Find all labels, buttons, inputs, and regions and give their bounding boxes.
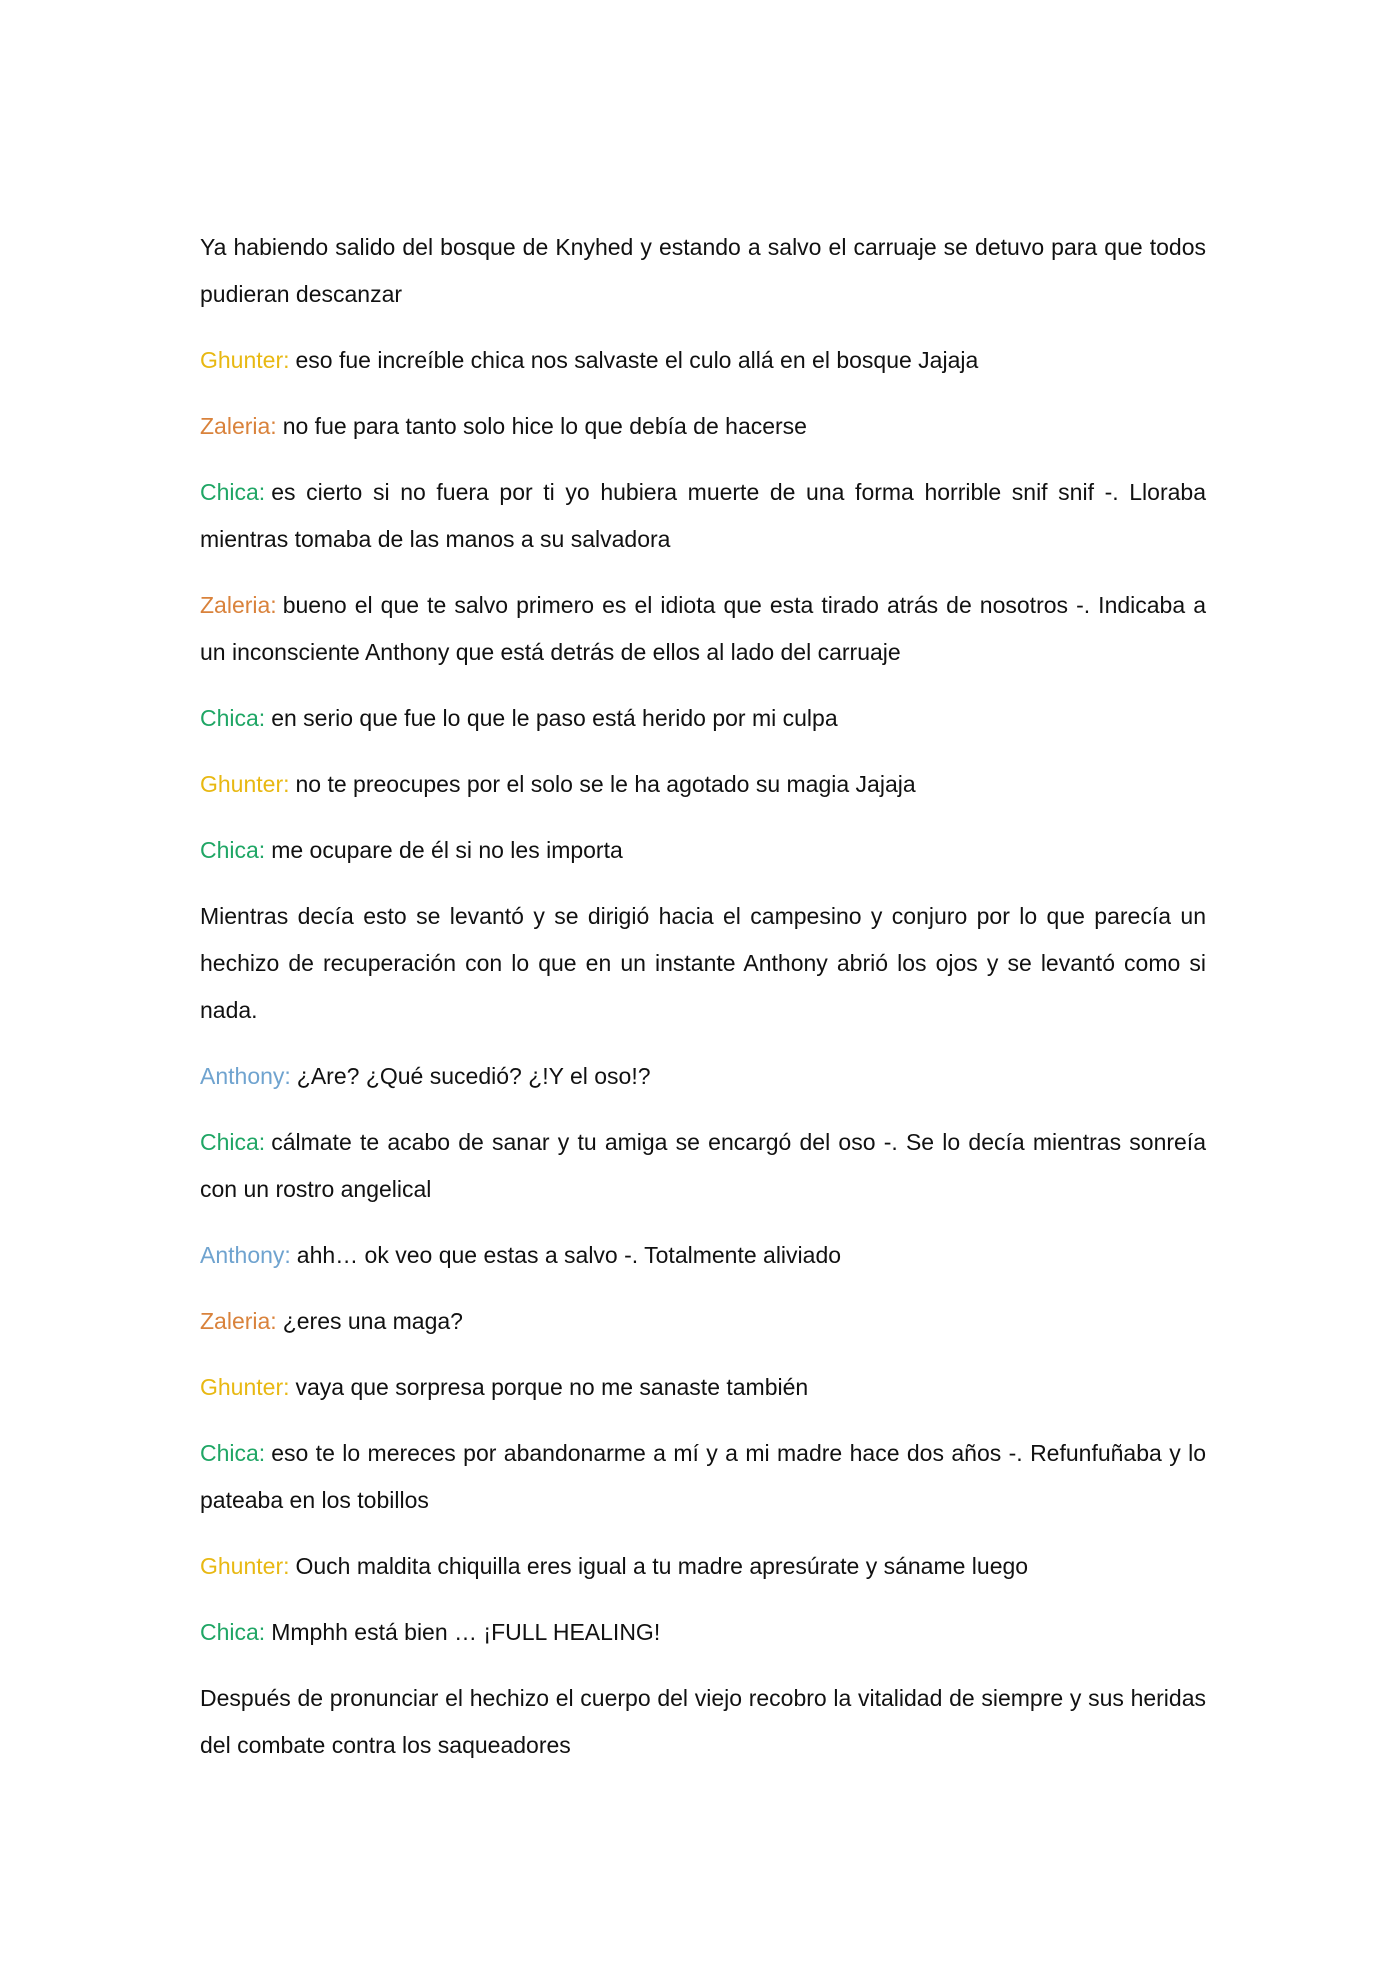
speaker-label: Chica:	[200, 1619, 266, 1645]
paragraph-text: Mmphh está bien … ¡FULL HEALING!	[271, 1619, 661, 1645]
paragraph-text: es cierto si no fuera por ti yo hubiera muerte de una forma horrible snif snif -. Lloraba mientras tomaba de las manos a su salvadora	[200, 479, 1206, 552]
paragraph-text: eso te lo mereces por abandonarme a mí y a mi madre hace dos años -. Refunfuñaba y lo pateaba en los tobillos	[200, 1440, 1206, 1513]
dialogue-paragraph	[200, 1053, 1206, 1100]
paragraph-text: ahh… ok veo que estas a salvo -. Totalmente aliviado	[296, 1242, 842, 1268]
dialogue-paragraph	[200, 1232, 1206, 1279]
dialogue-paragraph	[200, 761, 1206, 808]
speaker-label: Chica:	[200, 837, 266, 863]
paragraph-text: Ouch maldita chiquilla eres igual a tu madre apresúrate y sáname luego	[295, 1553, 1029, 1579]
speaker-label: Zaleria:	[200, 592, 277, 618]
speaker-label: Chica:	[200, 705, 266, 731]
narration-paragraph	[200, 224, 1206, 318]
speaker-label: Zaleria:	[200, 413, 277, 439]
dialogue-paragraph	[200, 469, 1206, 563]
speaker-label: Chica:	[200, 1129, 266, 1155]
dialogue-paragraph	[200, 1609, 1206, 1656]
paragraph-text: cálmate te acabo de sanar y tu amiga se encargó del oso -. Se lo decía mientras sonreía con un rostro angelical	[200, 1129, 1206, 1202]
dialogue-paragraph	[200, 403, 1206, 450]
speaker-label: Ghunter:	[200, 1374, 290, 1400]
paragraph-text: no fue para tanto solo hice lo que debía de hacerse	[282, 413, 807, 439]
paragraph-text: en serio que fue lo que le paso está herido por mi culpa	[271, 705, 838, 731]
paragraph-text: Después de pronunciar el hechizo el cuerpo del viejo recobro la vitalidad de siempre y sus heridas del combate contra los saqueadores	[200, 1685, 1206, 1758]
dialogue-paragraph	[200, 1543, 1206, 1590]
speaker-label: Anthony:	[200, 1063, 291, 1089]
paragraph-text: eso fue increíble chica nos salvaste el culo allá en el bosque Jajaja	[295, 347, 979, 373]
paragraph-text: me ocupare de él si no les importa	[271, 837, 623, 863]
dialogue-paragraph	[200, 1298, 1206, 1345]
dialogue-paragraph	[200, 1119, 1206, 1213]
dialogue-paragraph	[200, 827, 1206, 874]
paragraph-text: ¿Are? ¿Qué sucedió? ¿!Y el oso!?	[296, 1063, 651, 1089]
dialogue-paragraph	[200, 1364, 1206, 1411]
paragraph-text: no te preocupes por el solo se le ha agotado su magia Jajaja	[295, 771, 916, 797]
dialogue-paragraph	[200, 695, 1206, 742]
paragraph-text: Ya habiendo salido del bosque de Knyhed y estando a salvo el carruaje se detuvo para que todos pudieran descanzar	[200, 234, 1206, 307]
narration-paragraph	[200, 1675, 1206, 1769]
speaker-label: Ghunter:	[200, 1553, 290, 1579]
speaker-label: Chica:	[200, 1440, 266, 1466]
paragraph-text: Mientras decía esto se levantó y se dirigió hacia el campesino y conjuro por lo que parecía un hechizo de recuperación con lo que en un instante Anthony abrió los ojos y se levantó como si nada.	[200, 903, 1206, 1023]
speaker-label: Ghunter:	[200, 771, 290, 797]
document-body	[200, 224, 1206, 1788]
paragraph-text: ¿eres una maga?	[282, 1308, 463, 1334]
speaker-label: Zaleria:	[200, 1308, 277, 1334]
speaker-label: Anthony:	[200, 1242, 291, 1268]
dialogue-paragraph	[200, 337, 1206, 384]
paragraph-text: bueno el que te salvo primero es el idiota que esta tirado atrás de nosotros -. Indicaba a un inconsciente Anthony que está detrás de ellos al lado del carruaje	[200, 592, 1206, 665]
speaker-label: Ghunter:	[200, 347, 290, 373]
paragraph-text: vaya que sorpresa porque no me sanaste también	[295, 1374, 809, 1400]
dialogue-paragraph	[200, 582, 1206, 676]
dialogue-paragraph	[200, 1430, 1206, 1524]
speaker-label: Chica:	[200, 479, 266, 505]
narration-paragraph	[200, 893, 1206, 1034]
